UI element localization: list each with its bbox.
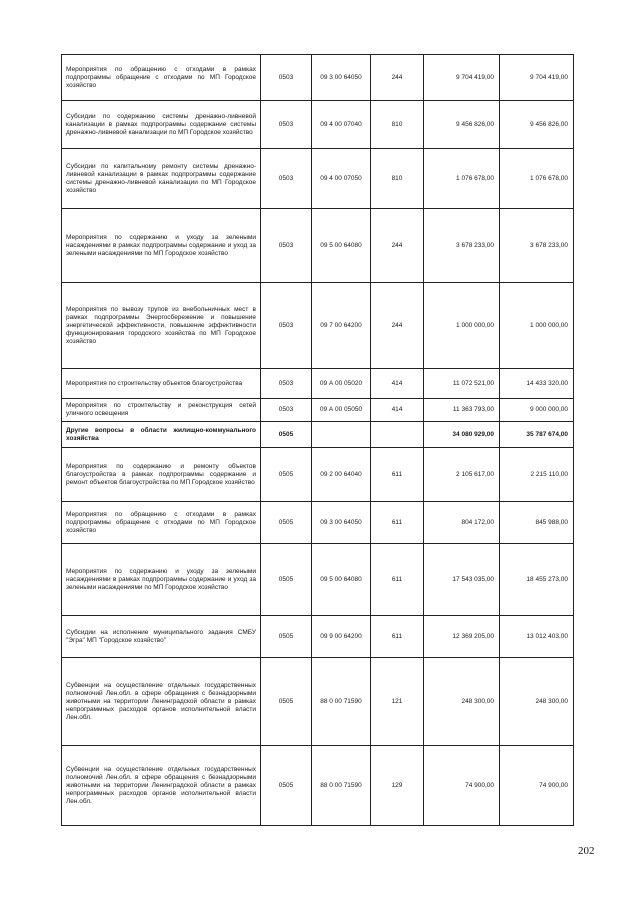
row-description: Субсидии по содержанию системы дренажно-ливневой канализации в рамках подпрограммы содержание системы дренажно-ливневой канализации по МП Городское хозяйство <box>62 101 261 149</box>
row-expense-type: 121 <box>371 658 424 746</box>
row-expense-type: 244 <box>371 55 424 101</box>
row-amount-year2: 35 787 674,00 <box>500 422 574 448</box>
table-row <box>62 544 574 616</box>
row-expense-type: 244 <box>371 283 424 369</box>
table-row <box>62 55 574 101</box>
row-target-code: 09 7 00 64200 <box>312 283 371 369</box>
row-expense-type: 810 <box>371 149 424 209</box>
row-target-code: 09 9 00 64200 <box>312 616 371 658</box>
table-row <box>62 101 574 149</box>
row-amount-year2: 13 012 403,00 <box>500 616 574 658</box>
row-description: Субвенции на осуществление отдельных государственных полномочий Лен.обл. в сфере обращения с безнадзорными животными на территории Ленинградской области в рамках непрограммных расходов органов исполнительной власти Лен.обл. <box>62 658 261 746</box>
row-amount-year2: 845 988,00 <box>500 502 574 544</box>
row-target-code: 09 А 00 05020 <box>312 369 371 399</box>
row-description: Мероприятия по содержанию и уходу за зелеными насаждениями в рамках подпрограммы содержание и уход за зелеными насаждениями по МП Городское хозяйство <box>62 209 261 283</box>
row-expense-type <box>371 422 424 448</box>
table-row <box>62 283 574 369</box>
row-amount-year2: 1 000 000,00 <box>500 283 574 369</box>
row-description: Субсидии на исполнение муниципального задания СМБУ "Эгра" МП "Городское хозяйство" <box>62 616 261 658</box>
row-amount-year1: 1 000 000,00 <box>424 283 500 369</box>
row-amount-year1: 1 076 678,00 <box>424 149 500 209</box>
row-amount-year1: 11 363 793,00 <box>424 399 500 422</box>
row-target-code <box>312 422 371 448</box>
row-section-code: 0505 <box>261 502 312 544</box>
row-amount-year1: 17 543 035,00 <box>424 544 500 616</box>
table-row <box>62 209 574 283</box>
row-description: Мероприятия по строительству объектов благоустройства <box>62 369 261 399</box>
row-amount-year1: 11 072 521,00 <box>424 369 500 399</box>
row-section-code: 0503 <box>261 55 312 101</box>
row-target-code: 09 3 00 64050 <box>312 55 371 101</box>
row-expense-type: 129 <box>371 746 424 826</box>
row-section-code: 0503 <box>261 369 312 399</box>
row-amount-year1: 34 080 929,00 <box>424 422 500 448</box>
row-amount-year2: 74 900,00 <box>500 746 574 826</box>
row-target-code: 88 0 00 71590 <box>312 658 371 746</box>
row-target-code: 09 А 00 05050 <box>312 399 371 422</box>
table-body <box>62 55 574 826</box>
row-section-code: 0503 <box>261 101 312 149</box>
table-row <box>62 616 574 658</box>
row-amount-year2: 9 000 000,00 <box>500 399 574 422</box>
row-amount-year2: 248 300,00 <box>500 658 574 746</box>
row-amount-year1: 3 678 233,00 <box>424 209 500 283</box>
row-amount-year2: 9 704 419,00 <box>500 55 574 101</box>
row-target-code: 88 0 00 71590 <box>312 746 371 826</box>
row-description: Мероприятия по обращению с отходами в рамках подпрограммы обращение с отходами по МП Городское хозяйство <box>62 502 261 544</box>
row-amount-year1: 9 704 419,00 <box>424 55 500 101</box>
row-section-code: 0505 <box>261 422 312 448</box>
row-target-code: 09 2 00 64040 <box>312 448 371 502</box>
row-amount-year2: 1 076 678,00 <box>500 149 574 209</box>
row-expense-type: 244 <box>371 209 424 283</box>
table-row <box>62 658 574 746</box>
row-target-code: 09 3 00 64050 <box>312 502 371 544</box>
row-amount-year1: 248 300,00 <box>424 658 500 746</box>
row-target-code: 09 5 00 64080 <box>312 209 371 283</box>
row-amount-year1: 12 369 205,00 <box>424 616 500 658</box>
row-expense-type: 611 <box>371 502 424 544</box>
table-row <box>62 149 574 209</box>
row-amount-year2: 18 455 273,00 <box>500 544 574 616</box>
row-amount-year2: 9 456 826,00 <box>500 101 574 149</box>
table-row-subtotal <box>62 422 574 448</box>
row-amount-year1: 2 105 617,00 <box>424 448 500 502</box>
row-expense-type: 414 <box>371 399 424 422</box>
row-section-code: 0505 <box>261 658 312 746</box>
table-row <box>62 448 574 502</box>
row-amount-year1: 9 456 826,00 <box>424 101 500 149</box>
row-amount-year1: 804 172,00 <box>424 502 500 544</box>
row-target-code: 09 5 00 64080 <box>312 544 371 616</box>
row-expense-type: 611 <box>371 616 424 658</box>
row-section-code: 0503 <box>261 283 312 369</box>
row-section-code: 0505 <box>261 616 312 658</box>
row-amount-year2: 2 215 110,00 <box>500 448 574 502</box>
row-expense-type: 611 <box>371 544 424 616</box>
row-amount-year2: 3 678 233,00 <box>500 209 574 283</box>
row-description: Мероприятия по содержанию и уходу за зелеными насаждениями в рамках подпрограммы содержание и уход за зелеными насаждениями по МП Городское хозяйство <box>62 544 261 616</box>
table-row <box>62 502 574 544</box>
row-description: Другие вопросы в области жилищно-коммунального хозяйства <box>62 422 261 448</box>
row-expense-type: 414 <box>371 369 424 399</box>
row-description: Мероприятия по вывозу трупов из внебольничных мест в рамках подпрограммы Энергосбережение и повышение энергетической эффективности, повышение эффективности функционирования городского хозяйства по МП Городское хозяйство <box>62 283 261 369</box>
row-amount-year1: 74 900,00 <box>424 746 500 826</box>
row-description: Субвенции на осуществление отдельных государственных полномочий Лен.обл. в сфере обращения с безнадзорными животными на территории Ленинградской области в рамках непрограммных расходов органов исполнительной власти Лен.обл. <box>62 746 261 826</box>
row-section-code: 0505 <box>261 448 312 502</box>
table-row <box>62 399 574 422</box>
row-description: Мероприятия по содержанию и ремонту объектов благоустройства в рамках подпрограммы содержание и ремонт объектов благоустройства по МП Городское хозяйство <box>62 448 261 502</box>
row-section-code: 0505 <box>261 746 312 826</box>
table-row <box>62 369 574 399</box>
row-target-code: 09 4 00 07040 <box>312 101 371 149</box>
table-row <box>62 746 574 826</box>
row-amount-year2: 14 433 320,00 <box>500 369 574 399</box>
row-section-code: 0503 <box>261 209 312 283</box>
row-section-code: 0503 <box>261 149 312 209</box>
row-target-code: 09 4 00 07050 <box>312 149 371 209</box>
budget-table <box>61 54 574 826</box>
page-number: 202 <box>578 845 595 857</box>
row-description: Субсидии по капитальному ремонту системы дренажно-ливневой канализации в рамках подпрограммы содержание системы дренажно-ливневой канализации по МП Городское хозяйство <box>62 149 261 209</box>
row-description: Мероприятия по обращению с отходами в рамках подпрограммы обращение с отходами по МП Городское хозяйство <box>62 55 261 101</box>
row-description: Мероприятия по строительству и реконструкция сетей уличного освещения <box>62 399 261 422</box>
row-section-code: 0503 <box>261 399 312 422</box>
row-section-code: 0505 <box>261 544 312 616</box>
row-expense-type: 810 <box>371 101 424 149</box>
row-expense-type: 611 <box>371 448 424 502</box>
